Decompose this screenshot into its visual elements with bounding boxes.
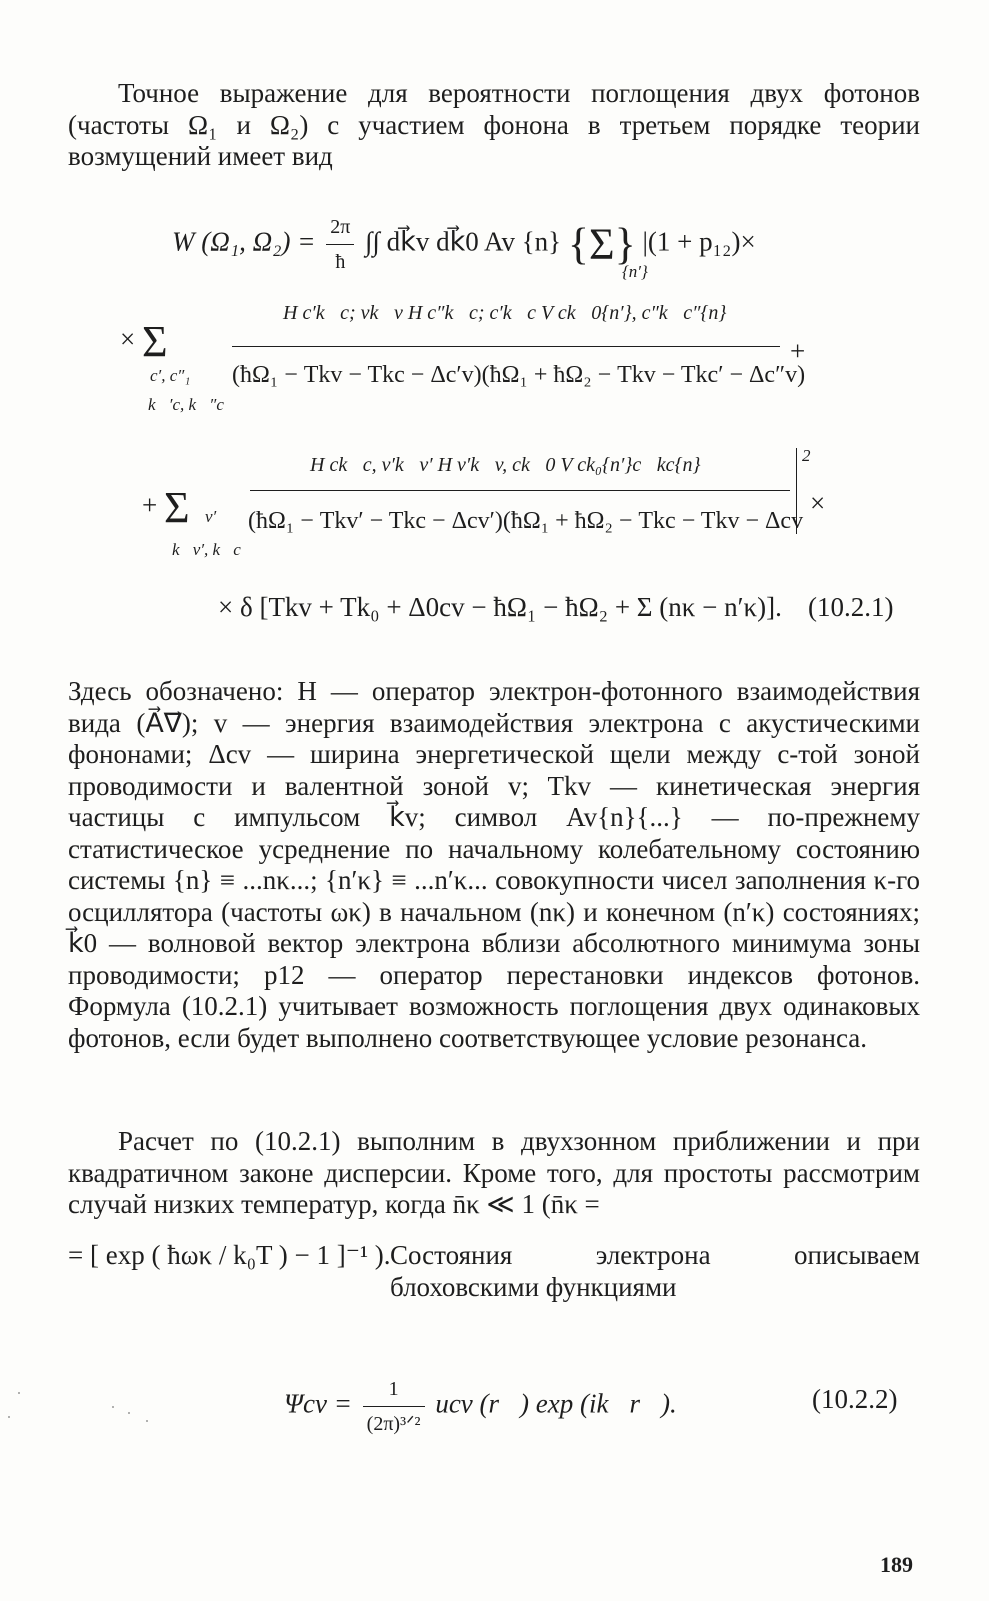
psi-rhs: ucv (r⃗) exp (ik⃗r⃗).: [435, 1388, 677, 1419]
eq-line-2-numerator: H c′k⃗c; vk⃗v H c″k⃗c; c′k⃗c V ck⃗0{n′}, c″k⃗c″{n}: [283, 302, 727, 324]
psi-fraction: $\frac{1}{\text{(2π)³ᐟ²}}$: [363, 1372, 425, 1441]
eq-line-3-numerator: H ck⃗c, v′k⃗v′ H v′k⃗v, ck⃗0 V ck₀{n′}c⃗kc{n}: [310, 454, 701, 476]
sum-subscript-k: k⃗′c, k⃗″c: [148, 395, 224, 414]
plus-sign: + Σ: [142, 482, 190, 532]
fraction-bar: [250, 490, 790, 491]
sum-symbol: Σ: [141, 316, 168, 366]
paragraph-calculation: Расчет по (10.2.1) выполним в двухзонном приближении и при квадратичном законе дисперсии. Кроме того, для простоты рассмотрим случай низких температур, когда n̄κ ≪ 1 (n̄κ =: [68, 1126, 920, 1219]
eq-fraction: $\frac{2\pi}{ħ}$: [326, 210, 354, 279]
scan-speck: [8, 1416, 10, 1418]
fraction-bar: [232, 346, 780, 347]
eq-line-4: × δ [Tkv + Tk₀ + Δ0cv − ħΩ₁ − ħΩ₂ + Σ (nκ − n′κ)].: [218, 592, 782, 622]
eq-line-2-denominator: (ħΩ₁ − Tkv − Tkc − Δc′v)(ħΩ₁ + ħΩ₂ − Tkv − Tkc′ − Δc″v): [232, 362, 806, 388]
sum-subscript-c: c′, c″₁: [150, 366, 191, 385]
eq-lhs: W (Ω₁, Ω₂) =: [172, 226, 316, 257]
eq-line-3-denominator: (ħΩ₁ − Tkv′ − Tkc − Δcv′)(ħΩ₁ + ħΩ₂ − Tkc − Tkv − Δcv: [248, 508, 804, 534]
times-sign: ×: [810, 488, 826, 518]
equation-10-2-2: [284, 1372, 677, 1441]
page-number: 189: [880, 1552, 913, 1577]
plus-sign: +: [790, 336, 806, 366]
psi-lhs: Ψcv =: [284, 1388, 352, 1419]
scan-speck: [146, 1420, 148, 1422]
paragraph-intro: Точное выражение для вероятности поглощения двух фотонов (частоты Ω₁ и Ω₂) с участием фонона в третьем порядке теории возмущений имеет вид: [68, 78, 920, 171]
sum-subscript-v: v′: [205, 507, 217, 526]
exp-bracket-formula: = [ exp ( ħωκ / k₀T ) − 1 ]⁻¹ ).: [68, 1240, 391, 1270]
sum-symbol: {Σ}: [567, 219, 636, 269]
equation-number: (10.2.1): [808, 592, 894, 622]
sum-subscript-kv: k⃗v′, k⃗c: [172, 540, 241, 559]
eq-integral: ∫∫ dk⃗v dk⃗0 Av {n}: [365, 226, 562, 257]
exponent-2: 2: [802, 446, 811, 465]
scan-speck: [18, 1392, 20, 1394]
sum-subscript-n: {n′}: [622, 262, 648, 281]
abs-bar: [796, 448, 797, 534]
equation-number: (10.2.2): [812, 1384, 898, 1414]
sum-symbol: Σ: [163, 482, 190, 532]
scan-speck: [128, 1412, 130, 1414]
eq-line-1: [172, 210, 756, 279]
times-sign: × Σ: [120, 316, 168, 366]
paragraph-bloch: Состояния электрона описываем блоховскими функциями: [390, 1240, 920, 1302]
scan-speck: [112, 1406, 114, 1408]
paragraph-definitions: Здесь обозначено: H — оператор электрон-фотонного взаимодействия вида (A⃗∇⃗); v — энергия взаимодействия электрона с акустическими фононами; Δcv — ширина энергетической щели между c-той зоной проводимости и валентной зоной v; Tkv — кинетическая энергия частицы с импульсом k⃗v; символ Av{n}{...} — по-прежнему статистическое усреднение по начальному колебательному состоянию системы {n} ≡ ...nκ...; {n′κ} ≡ ...n′κ... совокупности чисел заполнения κ-го осциллятора (частоты ωκ) в начальном (nκ) и конечном (n′κ) состояниях; k⃗0 — волновой вектор электрона вблизи абсолютного минимума зоны проводимости; p12 — оператор перестановки индексов фотонов. Формула (10.2.1) учитывает возможность поглощения двух одинаковых фотонов, если будет выполнено соответствующее условие резонанса.: [68, 676, 920, 1053]
eq-tail: |(1 + p₁₂)×: [642, 226, 756, 257]
